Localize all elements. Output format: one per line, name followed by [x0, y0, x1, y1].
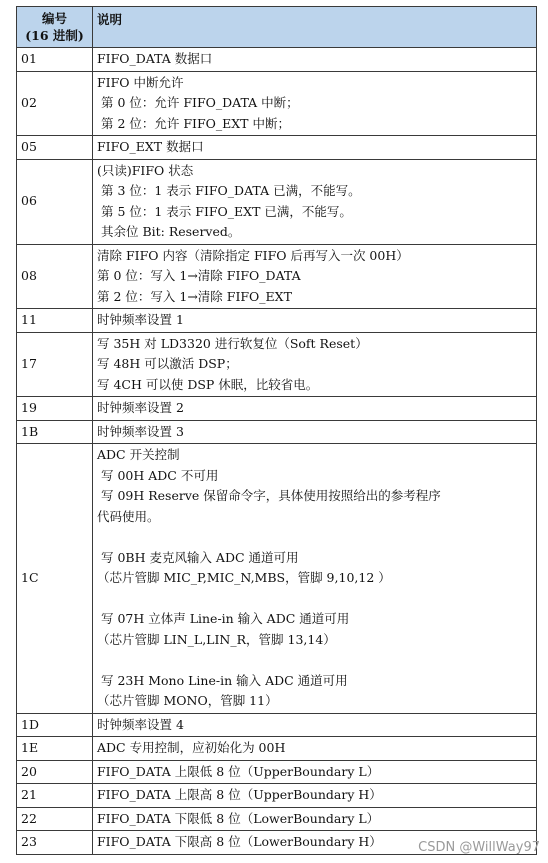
register-id-cell: [17, 397, 93, 421]
register-id-cell: [17, 71, 93, 136]
description-line: FIFO_DATA 下限低 8 位（LowerBoundary L）: [97, 810, 380, 826]
description-line: 第 2 位：允许 FIFO_EXT 中断；: [97, 115, 290, 131]
register-id-cell: [17, 159, 93, 244]
description-line: 第 3 位：1 表示 FIFO_DATA 已满，不能写。: [97, 183, 361, 198]
header-id-sublabel: (16 进制): [25, 28, 84, 43]
register-description-cell: [93, 760, 537, 784]
register-description-cell: [93, 713, 537, 737]
register-description-cell: [93, 332, 537, 397]
register-description-cell: [93, 784, 537, 808]
description-line: 第 0 位：写入 1→清除 FIFO_DATA: [97, 268, 301, 283]
description-line: FIFO_DATA 下限高 8 位（LowerBoundary H）: [97, 834, 382, 849]
register-description-cell: [93, 737, 537, 761]
register-description-cell: [93, 136, 537, 160]
table-row: [17, 444, 537, 714]
description-line: 代码使用。: [97, 508, 160, 524]
description-line: （芯片管脚 LIN_L,LIN_R，管脚 13,14）: [97, 631, 336, 647]
description-line: 第 0 位：允许 FIFO_DATA 中断；: [97, 95, 299, 110]
description-line: 写 0BH 麦克风输入 ADC 通道可用: [97, 549, 299, 565]
register-description-cell: [93, 397, 537, 421]
header-row: [17, 7, 537, 48]
register-id: 23: [21, 834, 37, 849]
register-id-cell: [17, 831, 93, 855]
description-line: 时钟频率设置 3: [97, 423, 184, 439]
description-line: 写 07H 立体声 Line-in 输入 ADC 通道可用: [97, 611, 350, 626]
description-line: 第 2 位：写入 1→清除 FIFO_EXT: [97, 288, 292, 304]
register-description-cell: [93, 420, 537, 444]
description-line: ADC 开关控制: [97, 447, 180, 462]
table-row: [17, 136, 537, 160]
table-row: [17, 48, 537, 72]
description-line: 写 48H 可以激活 DSP；: [97, 356, 238, 371]
register-id: 01: [21, 51, 37, 66]
register-description-cell: [93, 159, 537, 244]
register-description-cell: [93, 244, 537, 309]
register-id-cell: [17, 713, 93, 737]
register-id: 08: [21, 268, 37, 283]
register-description-cell: [93, 48, 537, 72]
register-id: 20: [21, 763, 37, 779]
description-line: 时钟频率设置 1: [97, 312, 184, 327]
register-id: 05: [21, 139, 37, 154]
register-id-cell: [17, 784, 93, 808]
description-line: FIFO 中断允许: [97, 74, 184, 90]
table-row: [17, 760, 537, 784]
register-id-cell: [17, 444, 93, 714]
table-row: [17, 784, 537, 808]
description-line: 写 00H ADC 不可用: [97, 467, 219, 483]
register-id: 06: [21, 193, 37, 209]
table-row: [17, 71, 537, 136]
description-line: ADC 专用控制，应初始化为 00H: [97, 740, 286, 755]
description-line: 写 09H Reserve 保留命令字，具体使用按照给出的参考程序: [97, 488, 441, 503]
description-line: FIFO_DATA 数据口: [97, 51, 213, 66]
description-line: 其余位 Bit: Reserved。: [97, 224, 241, 239]
register-description-cell: [93, 444, 537, 714]
register-id: 1D: [21, 716, 39, 732]
table-row: [17, 737, 537, 761]
register-id-cell: [17, 136, 93, 160]
description-line: [97, 527, 532, 548]
register-id: 17: [21, 356, 37, 371]
register-id-cell: [17, 737, 93, 761]
table-row: [17, 397, 537, 421]
description-line: 清除 FIFO 内容（清除指定 FIFO 后再写入一次 00H）: [97, 247, 409, 263]
description-line: 时钟频率设置 4: [97, 716, 184, 732]
register-id-cell: [17, 807, 93, 831]
register-id: 11: [21, 312, 37, 327]
register-description-cell: [93, 807, 537, 831]
watermark: CSDN @WillWay97: [418, 840, 540, 855]
register-id: 1C: [21, 570, 39, 585]
description-line: FIFO_DATA 上限低 8 位（UpperBoundary L）: [97, 763, 380, 779]
table-row: [17, 309, 537, 333]
register-id-cell: [17, 244, 93, 309]
register-table: [16, 6, 537, 855]
register-id: 22: [21, 810, 37, 826]
register-id-cell: [17, 760, 93, 784]
register-id: 02: [21, 95, 37, 110]
table-row: [17, 420, 537, 444]
description-line: （芯片管脚 MIC_P,MIC_N,MBS，管脚 9,10,12 ）: [97, 570, 391, 585]
header-id-label: 编号: [41, 11, 67, 26]
header-desc-cell: [93, 7, 537, 48]
description-line: （芯片管脚 MONO，管脚 11）: [97, 693, 278, 708]
table-body: [17, 48, 537, 855]
register-description-cell: [93, 309, 537, 333]
table-row: [17, 713, 537, 737]
register-id: 1E: [21, 740, 39, 755]
register-id: 1B: [21, 423, 39, 439]
description-line: 写 35H 对 LD3320 进行软复位（Soft Reset）: [97, 335, 368, 351]
register-id-cell: [17, 309, 93, 333]
description-line: [97, 589, 532, 610]
table-row: [17, 807, 537, 831]
description-line: [97, 650, 532, 671]
header-desc-label: 说明: [97, 12, 123, 27]
register-id: 21: [21, 787, 37, 802]
register-id-cell: [17, 48, 93, 72]
description-line: 写 4CH 可以使 DSP 休眠，比较省电。: [97, 376, 319, 392]
register-id-cell: [17, 332, 93, 397]
description-line: 写 23H Mono Line-in 输入 ADC 通道可用: [97, 672, 348, 688]
table-header: [17, 7, 537, 48]
table-row: [17, 159, 537, 244]
description-line: FIFO_EXT 数据口: [97, 139, 204, 154]
description-line: FIFO_DATA 上限高 8 位（UpperBoundary H）: [97, 787, 382, 802]
description-line: (只读)FIFO 状态: [97, 162, 194, 178]
table-row: [17, 332, 537, 397]
description-line: 时钟频率设置 2: [97, 400, 184, 415]
description-line: 第 5 位：1 表示 FIFO_EXT 已满，不能写。: [97, 203, 352, 219]
register-id: 19: [21, 400, 37, 415]
register-id-cell: [17, 420, 93, 444]
register-description-cell: [93, 71, 537, 136]
table-row: [17, 244, 537, 309]
header-id-cell: [17, 7, 93, 48]
